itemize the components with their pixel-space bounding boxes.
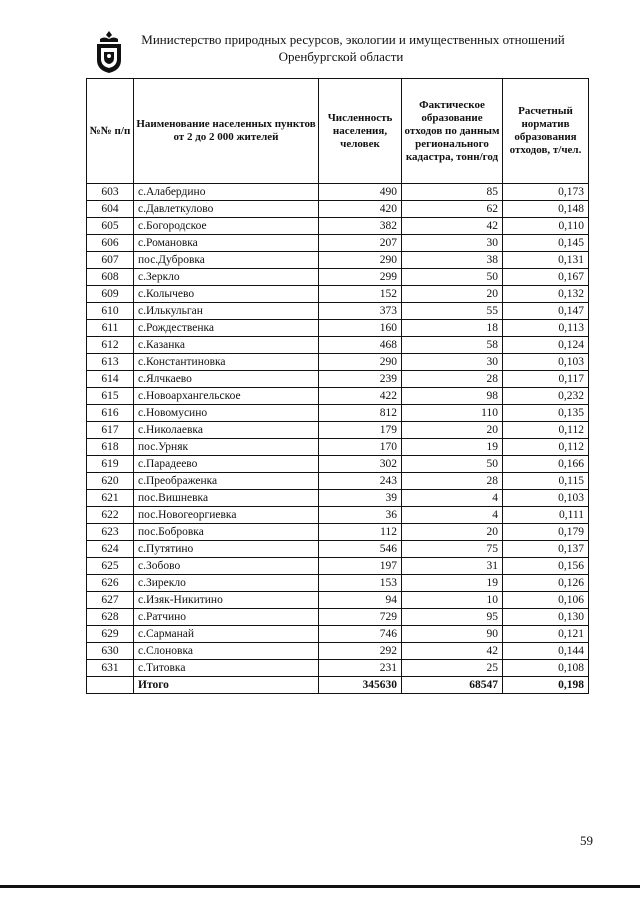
settlement-name-cell: с.Казанка (134, 337, 319, 354)
population-cell: 243 (319, 473, 402, 490)
total-waste: 68547 (402, 677, 503, 694)
table-row (87, 371, 589, 388)
table-row (87, 422, 589, 439)
population-cell: 290 (319, 252, 402, 269)
settlement-name-cell: с.Слоновка (134, 643, 319, 660)
row-number-cell: 603 (87, 184, 134, 201)
table-body (87, 184, 589, 677)
population-cell: 422 (319, 388, 402, 405)
settlement-name-cell: с.Илькульган (134, 303, 319, 320)
population-cell: 179 (319, 422, 402, 439)
actual-waste-cell: 18 (402, 320, 503, 337)
row-number-cell: 619 (87, 456, 134, 473)
row-number-cell: 608 (87, 269, 134, 286)
table-header-row (87, 79, 589, 184)
table-row (87, 388, 589, 405)
row-number-cell: 611 (87, 320, 134, 337)
settlement-name-cell: с.Зирекло (134, 575, 319, 592)
population-cell: 239 (319, 371, 402, 388)
population-cell: 36 (319, 507, 402, 524)
table-row (87, 609, 589, 626)
population-cell: 197 (319, 558, 402, 575)
row-number-cell: 616 (87, 405, 134, 422)
row-number-cell: 624 (87, 541, 134, 558)
settlement-name-cell: с.Зеркло (134, 269, 319, 286)
actual-waste-cell: 85 (402, 184, 503, 201)
population-cell: 160 (319, 320, 402, 337)
row-number-cell: 615 (87, 388, 134, 405)
norm-cell: 0,106 (503, 592, 589, 609)
table-row (87, 354, 589, 371)
norm-cell: 0,167 (503, 269, 589, 286)
table-row (87, 201, 589, 218)
actual-waste-cell: 20 (402, 524, 503, 541)
table-row (87, 184, 589, 201)
table-row (87, 218, 589, 235)
population-cell: 468 (319, 337, 402, 354)
table-row (87, 626, 589, 643)
actual-waste-cell: 62 (402, 201, 503, 218)
settlement-name-cell: пос.Вишневка (134, 490, 319, 507)
row-number-cell: 628 (87, 609, 134, 626)
column-header-norm: Расчетный норматив образования отходов, т/чел. (503, 79, 589, 184)
settlement-name-cell: с.Новоархангельское (134, 388, 319, 405)
norm-cell: 0,179 (503, 524, 589, 541)
population-cell: 94 (319, 592, 402, 609)
table-row (87, 303, 589, 320)
actual-waste-cell: 31 (402, 558, 503, 575)
norm-cell: 0,166 (503, 456, 589, 473)
actual-waste-cell: 20 (402, 286, 503, 303)
settlement-name-cell: с.Ратчино (134, 609, 319, 626)
document-header (0, 26, 640, 76)
norm-cell: 0,135 (503, 405, 589, 422)
actual-waste-cell: 38 (402, 252, 503, 269)
settlement-name-cell: пос.Новогеоргиевка (134, 507, 319, 524)
row-number-cell: 610 (87, 303, 134, 320)
population-cell: 302 (319, 456, 402, 473)
actual-waste-cell: 95 (402, 609, 503, 626)
row-number-cell: 631 (87, 660, 134, 677)
settlement-name-cell: с.Романовка (134, 235, 319, 252)
table-row (87, 558, 589, 575)
table-row (87, 524, 589, 541)
row-number-cell: 614 (87, 371, 134, 388)
table-row (87, 660, 589, 677)
population-cell: 299 (319, 269, 402, 286)
settlement-name-cell: пос.Бобровка (134, 524, 319, 541)
actual-waste-cell: 19 (402, 575, 503, 592)
actual-waste-cell: 75 (402, 541, 503, 558)
population-cell: 112 (319, 524, 402, 541)
table-row (87, 235, 589, 252)
table-row (87, 252, 589, 269)
population-cell: 207 (319, 235, 402, 252)
row-number-cell: 604 (87, 201, 134, 218)
table-row (87, 337, 589, 354)
row-number-cell: 617 (87, 422, 134, 439)
table-row (87, 456, 589, 473)
total-label: Итого (134, 677, 319, 694)
table-row (87, 286, 589, 303)
actual-waste-cell: 28 (402, 371, 503, 388)
norm-cell: 0,126 (503, 575, 589, 592)
actual-waste-cell: 55 (402, 303, 503, 320)
norm-cell: 0,148 (503, 201, 589, 218)
actual-waste-cell: 19 (402, 439, 503, 456)
settlement-name-cell: с.Сарманай (134, 626, 319, 643)
actual-waste-cell: 30 (402, 354, 503, 371)
norm-cell: 0,121 (503, 626, 589, 643)
row-number-cell: 626 (87, 575, 134, 592)
norm-cell: 0,130 (503, 609, 589, 626)
population-cell: 729 (319, 609, 402, 626)
population-cell: 292 (319, 643, 402, 660)
row-number-cell: 609 (87, 286, 134, 303)
settlement-name-cell: с.Колычево (134, 286, 319, 303)
table-row (87, 592, 589, 609)
column-header-actual-waste: Фактическое образование отходов по данным регионального кадастра, тонн/год (402, 79, 503, 184)
population-cell: 382 (319, 218, 402, 235)
norm-cell: 0,144 (503, 643, 589, 660)
column-header-population: Численность населения, человек (319, 79, 402, 184)
settlement-name-cell: с.Рождественка (134, 320, 319, 337)
settlement-name-cell: с.Новомусино (134, 405, 319, 422)
row-number-cell: 607 (87, 252, 134, 269)
settlement-name-cell: с.Ялчкаево (134, 371, 319, 388)
table-row (87, 575, 589, 592)
actual-waste-cell: 28 (402, 473, 503, 490)
settlement-name-cell: с.Константиновка (134, 354, 319, 371)
settlements-waste-table (86, 78, 589, 694)
norm-cell: 0,110 (503, 218, 589, 235)
row-number-cell: 621 (87, 490, 134, 507)
row-number-cell: 613 (87, 354, 134, 371)
population-cell: 153 (319, 575, 402, 592)
row-number-cell: 630 (87, 643, 134, 660)
table-row (87, 643, 589, 660)
norm-cell: 0,232 (503, 388, 589, 405)
population-cell: 152 (319, 286, 402, 303)
actual-waste-cell: 42 (402, 218, 503, 235)
total-population: 345630 (319, 677, 402, 694)
population-cell: 170 (319, 439, 402, 456)
actual-waste-cell: 30 (402, 235, 503, 252)
norm-cell: 0,103 (503, 354, 589, 371)
row-number-cell: 625 (87, 558, 134, 575)
settlement-name-cell: с.Алабердино (134, 184, 319, 201)
page-number: 59 (580, 833, 593, 848)
settlement-name-cell: с.Путятино (134, 541, 319, 558)
population-cell: 290 (319, 354, 402, 371)
table-row (87, 439, 589, 456)
row-number-cell: 606 (87, 235, 134, 252)
actual-waste-cell: 42 (402, 643, 503, 660)
settlement-name-cell: с.Богородское (134, 218, 319, 235)
region-name: Оренбургской области (278, 49, 404, 64)
actual-waste-cell: 10 (402, 592, 503, 609)
population-cell: 373 (319, 303, 402, 320)
table-row (87, 507, 589, 524)
population-cell: 812 (319, 405, 402, 422)
population-cell: 420 (319, 201, 402, 218)
row-number-cell: 629 (87, 626, 134, 643)
population-cell: 231 (319, 660, 402, 677)
settlement-name-cell: пос.Урняк (134, 439, 319, 456)
actual-waste-cell: 4 (402, 507, 503, 524)
row-number-cell: 618 (87, 439, 134, 456)
norm-cell: 0,131 (503, 252, 589, 269)
norm-cell: 0,137 (503, 541, 589, 558)
norm-cell: 0,108 (503, 660, 589, 677)
column-header-settlement: Наименование населенных пунктов от 2 до 2 000 жителей (134, 79, 319, 184)
norm-cell: 0,103 (503, 490, 589, 507)
total-row (87, 677, 589, 694)
ministry-name: Министерство природных ресурсов, экологии и имущественных отношений (141, 32, 565, 47)
settlement-name-cell: с.Зобово (134, 558, 319, 575)
population-cell: 39 (319, 490, 402, 507)
actual-waste-cell: 98 (402, 388, 503, 405)
actual-waste-cell: 25 (402, 660, 503, 677)
table-row (87, 405, 589, 422)
settlement-name-cell: пос.Дубровка (134, 252, 319, 269)
actual-waste-cell: 50 (402, 269, 503, 286)
norm-cell: 0,112 (503, 422, 589, 439)
norm-cell: 0,124 (503, 337, 589, 354)
population-cell: 746 (319, 626, 402, 643)
actual-waste-cell: 4 (402, 490, 503, 507)
table-row (87, 541, 589, 558)
population-cell: 546 (319, 541, 402, 558)
norm-cell: 0,173 (503, 184, 589, 201)
settlement-name-cell: с.Титовка (134, 660, 319, 677)
row-number-cell: 627 (87, 592, 134, 609)
total-norm: 0,198 (503, 677, 589, 694)
actual-waste-cell: 50 (402, 456, 503, 473)
table-row (87, 473, 589, 490)
norm-cell: 0,156 (503, 558, 589, 575)
row-number-cell: 620 (87, 473, 134, 490)
actual-waste-cell: 58 (402, 337, 503, 354)
actual-waste-cell: 110 (402, 405, 503, 422)
settlement-name-cell: с.Давлеткулово (134, 201, 319, 218)
row-number-cell: 612 (87, 337, 134, 354)
table-row (87, 490, 589, 507)
population-cell: 490 (319, 184, 402, 201)
settlement-name-cell: с.Преображенка (134, 473, 319, 490)
total-number-cell (87, 677, 134, 694)
column-header-number: №№ п/п (87, 79, 134, 184)
norm-cell: 0,111 (503, 507, 589, 524)
settlement-name-cell: с.Николаевка (134, 422, 319, 439)
settlement-name-cell: с.Парадеево (134, 456, 319, 473)
norm-cell: 0,115 (503, 473, 589, 490)
norm-cell: 0,145 (503, 235, 589, 252)
settlement-name-cell: с.Изяк-Никитино (134, 592, 319, 609)
footer-divider (0, 885, 640, 888)
row-number-cell: 605 (87, 218, 134, 235)
norm-cell: 0,147 (503, 303, 589, 320)
actual-waste-cell: 20 (402, 422, 503, 439)
actual-waste-cell: 90 (402, 626, 503, 643)
norm-cell: 0,117 (503, 371, 589, 388)
norm-cell: 0,112 (503, 439, 589, 456)
table-row (87, 269, 589, 286)
norm-cell: 0,113 (503, 320, 589, 337)
table-row (87, 320, 589, 337)
row-number-cell: 623 (87, 524, 134, 541)
norm-cell: 0,132 (503, 286, 589, 303)
row-number-cell: 622 (87, 507, 134, 524)
